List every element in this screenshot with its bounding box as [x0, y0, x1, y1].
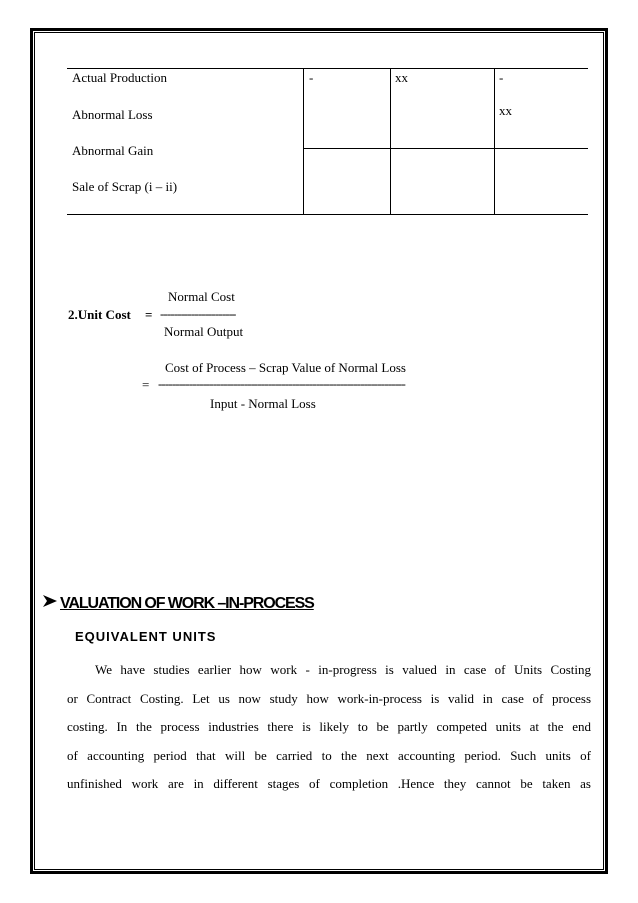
row-label-actual-production: Actual Production [72, 70, 167, 85]
unit-cost-label: 2.Unit Cost [68, 307, 131, 322]
paragraph-line: unfinished work are in different stages of completion .Hence they cannot be taken as [67, 776, 591, 792]
formula1-fraction-bar: ---------------------- [160, 306, 236, 321]
formula2-fraction-bar: ------------------------------------------------------------------------ [158, 376, 405, 391]
cost-table [67, 68, 588, 215]
cell-col4-top: - [499, 70, 504, 85]
arrow-bullet-icon [42, 594, 58, 608]
formula1-denominator: Normal Output [164, 324, 244, 339]
row-label-sale-of-scrap: Sale of Scrap (i – ii) [72, 179, 178, 194]
row-label-abnormal-gain: Abnormal Gain [72, 143, 154, 158]
formula1-numerator: Normal Cost [168, 289, 235, 304]
formula2-numerator: Cost of Process – Scrap Value of Normal Loss [165, 360, 406, 375]
paragraph-line: We have studies earlier how work - in-progress is valued in case of Units Costing [95, 662, 591, 677]
table-col-divider-1 [303, 68, 304, 215]
paragraph-line: or Contract Costing. Let us now study how work-in-process is valid in case of process [67, 690, 591, 706]
subheading-equivalent-units: EQUIVALENT UNITS [75, 629, 217, 644]
body-paragraph [67, 656, 591, 799]
table-top-rule [67, 68, 588, 69]
section-heading-text: VALUATION OF WORK –IN-PROCESS [60, 595, 314, 612]
formula2-equals: = [142, 377, 150, 392]
formula1-equals: = [145, 307, 153, 322]
row-label-abnormal-loss: Abnormal Loss [72, 107, 153, 122]
table-col-divider-3 [494, 68, 495, 215]
table-col-divider-2 [390, 68, 391, 215]
paragraph-line: costing. In the process industries there is likely to be partly competed units at the end [67, 719, 591, 735]
paragraph-line: of accounting period that will be carried to the next accounting period. Such units of [67, 747, 591, 763]
cell-col4-second: xx [499, 103, 512, 118]
cell-col3-top: xx [395, 70, 408, 85]
formula2-denominator: Input - Normal Loss [210, 396, 316, 411]
table-bottom-rule [67, 214, 588, 215]
table-mid-rule [303, 148, 588, 149]
cell-col2-top: - [309, 70, 314, 85]
section-heading [42, 594, 314, 613]
